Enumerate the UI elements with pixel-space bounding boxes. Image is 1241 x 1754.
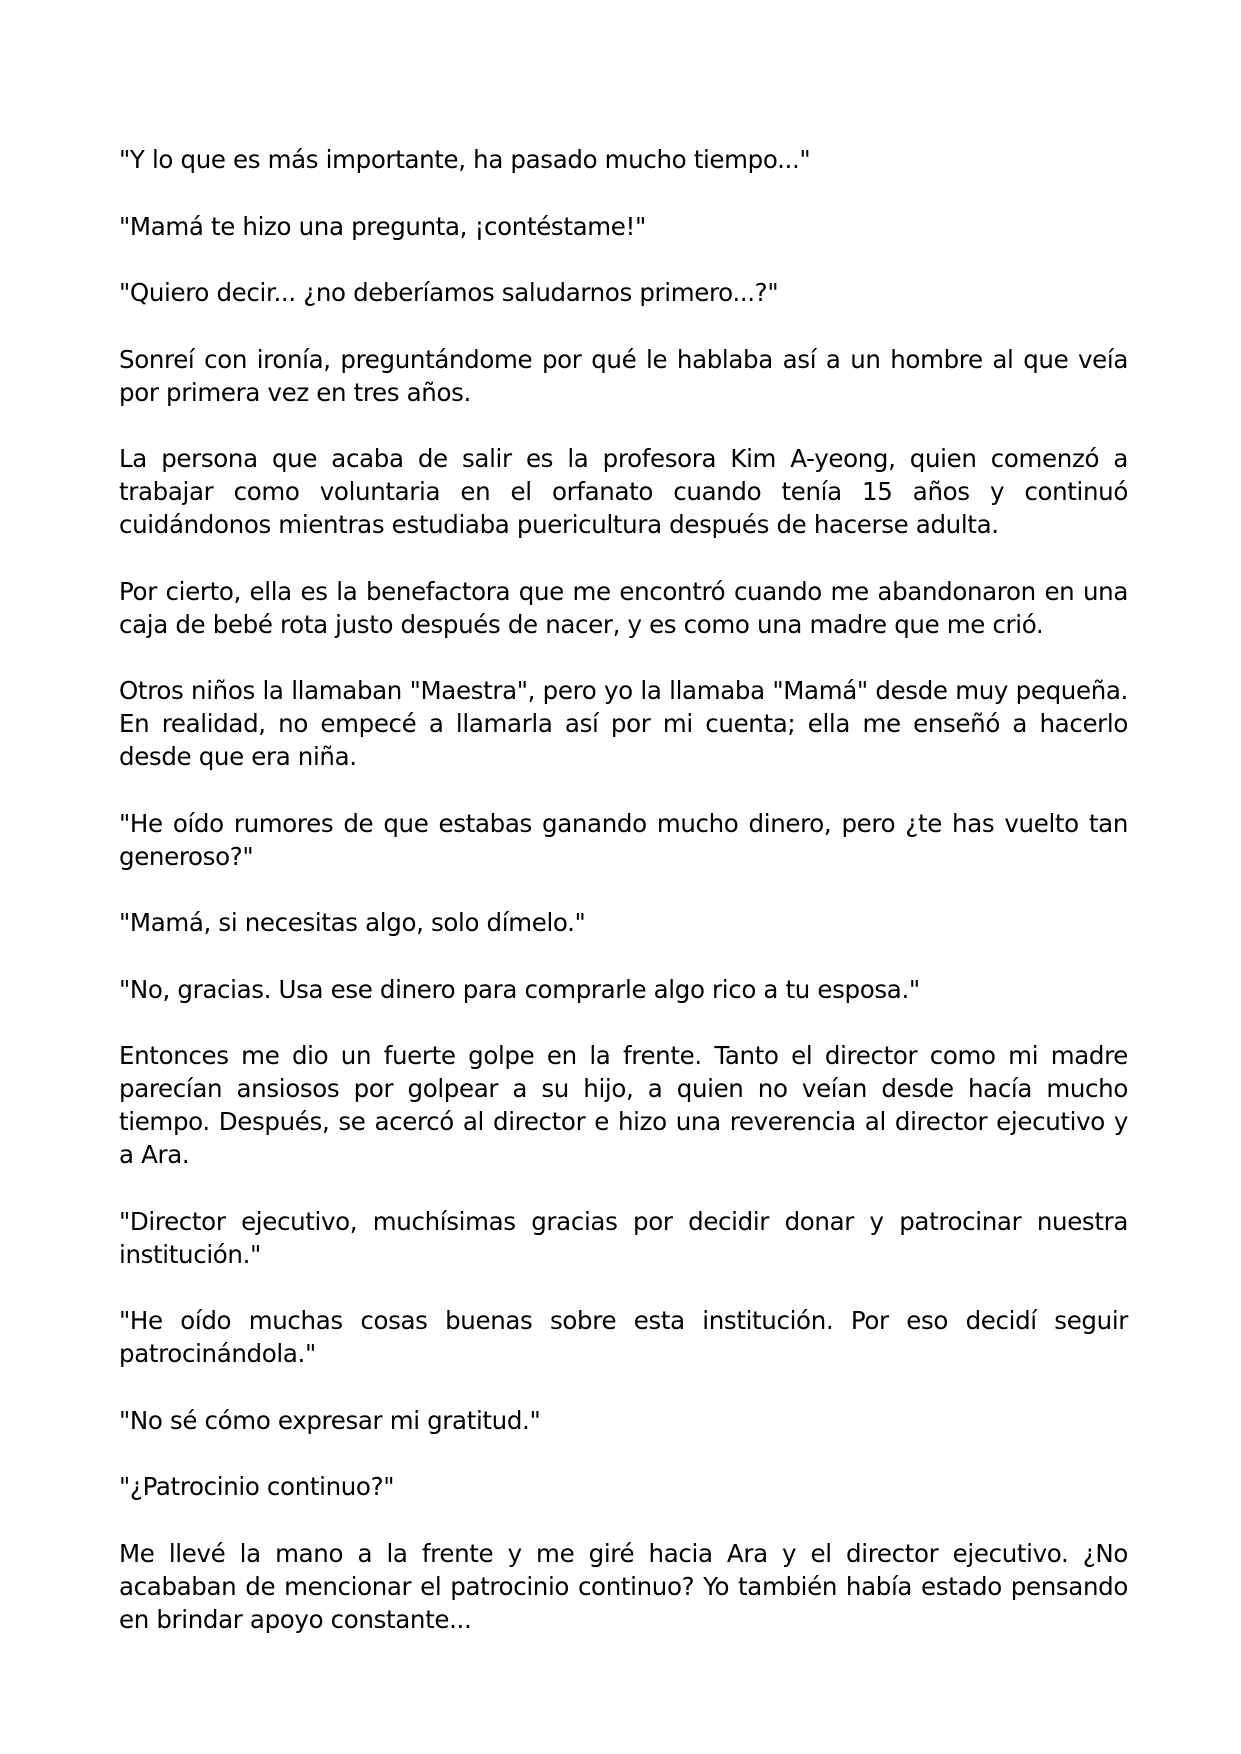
paragraph: "No sé cómo expresar mi gratitud." bbox=[119, 1405, 541, 1435]
document-body bbox=[119, 143, 1128, 1669]
paragraph: "Y lo que es más importante, ha pasado mucho tiempo..." bbox=[119, 145, 811, 174]
paragraph: "Mamá te hizo una pregunta, ¡contéstame!" bbox=[119, 211, 646, 241]
paragraph: Me llevé la mano a la frente y me giré hacia Ara y el director ejecutivo. ¿No acababan de mencionar el patrocinio continuo? Yo también había estado pensando en brindar apoyo constante... bbox=[119, 1538, 1128, 1634]
paragraph: Por cierto, ella es la benefactora que me encontró cuando me abandonaron en una caja de bebé rota justo después de nacer, y es como una madre que me crió. bbox=[119, 576, 1128, 639]
paragraph: "Director ejecutivo, muchísimas gracias por decidir donar y patrocinar nuestra institución." bbox=[119, 1206, 1128, 1269]
paragraph: Entonces me dio un fuerte golpe en la frente. Tanto el director como mi madre parecían ansiosos por golpear a su hijo, a quien no veían desde hacía mucho tiempo. Después, se acercó al director e hizo una reverencia al director ejecutivo y a Ara. bbox=[119, 1041, 1128, 1169]
paragraph: Sonreí con ironía, preguntándome por qué le hablaba así a un hombre al que veía por primera vez en tres años. bbox=[119, 344, 1128, 407]
paragraph: "He oído muchas cosas buenas sobre esta institución. Por eso decidí seguir patrocinándola." bbox=[119, 1306, 1128, 1368]
paragraph: "He oído rumores de que estabas ganando mucho dinero, pero ¿te has vuelto tan generoso?" bbox=[119, 808, 1128, 871]
paragraph: "¿Patrocinio continuo?" bbox=[119, 1472, 395, 1501]
paragraph: "Quiero decir... ¿no deberíamos saludarnos primero...?" bbox=[119, 278, 779, 307]
paragraph: "Mamá, si necesitas algo, solo dímelo." bbox=[119, 908, 586, 937]
paragraph: La persona que acaba de salir es la profesora Kim A-yeong, quien comenzó a trabajar como voluntaria en el orfanato cuando tenía 15 años y continuó cuidándonos mientras estudiaba puericultura después de hacerse adulta. bbox=[119, 444, 1128, 539]
paragraph: Otros niños la llamaban "Maestra", pero yo la llamaba "Mamá" desde muy pequeña. En realidad, no empecé a llamarla así por mi cuenta; ella me enseñó a hacerlo desde que era niña. bbox=[119, 676, 1128, 771]
paragraph: "No, gracias. Usa ese dinero para comprarle algo rico a tu esposa." bbox=[119, 974, 920, 1004]
